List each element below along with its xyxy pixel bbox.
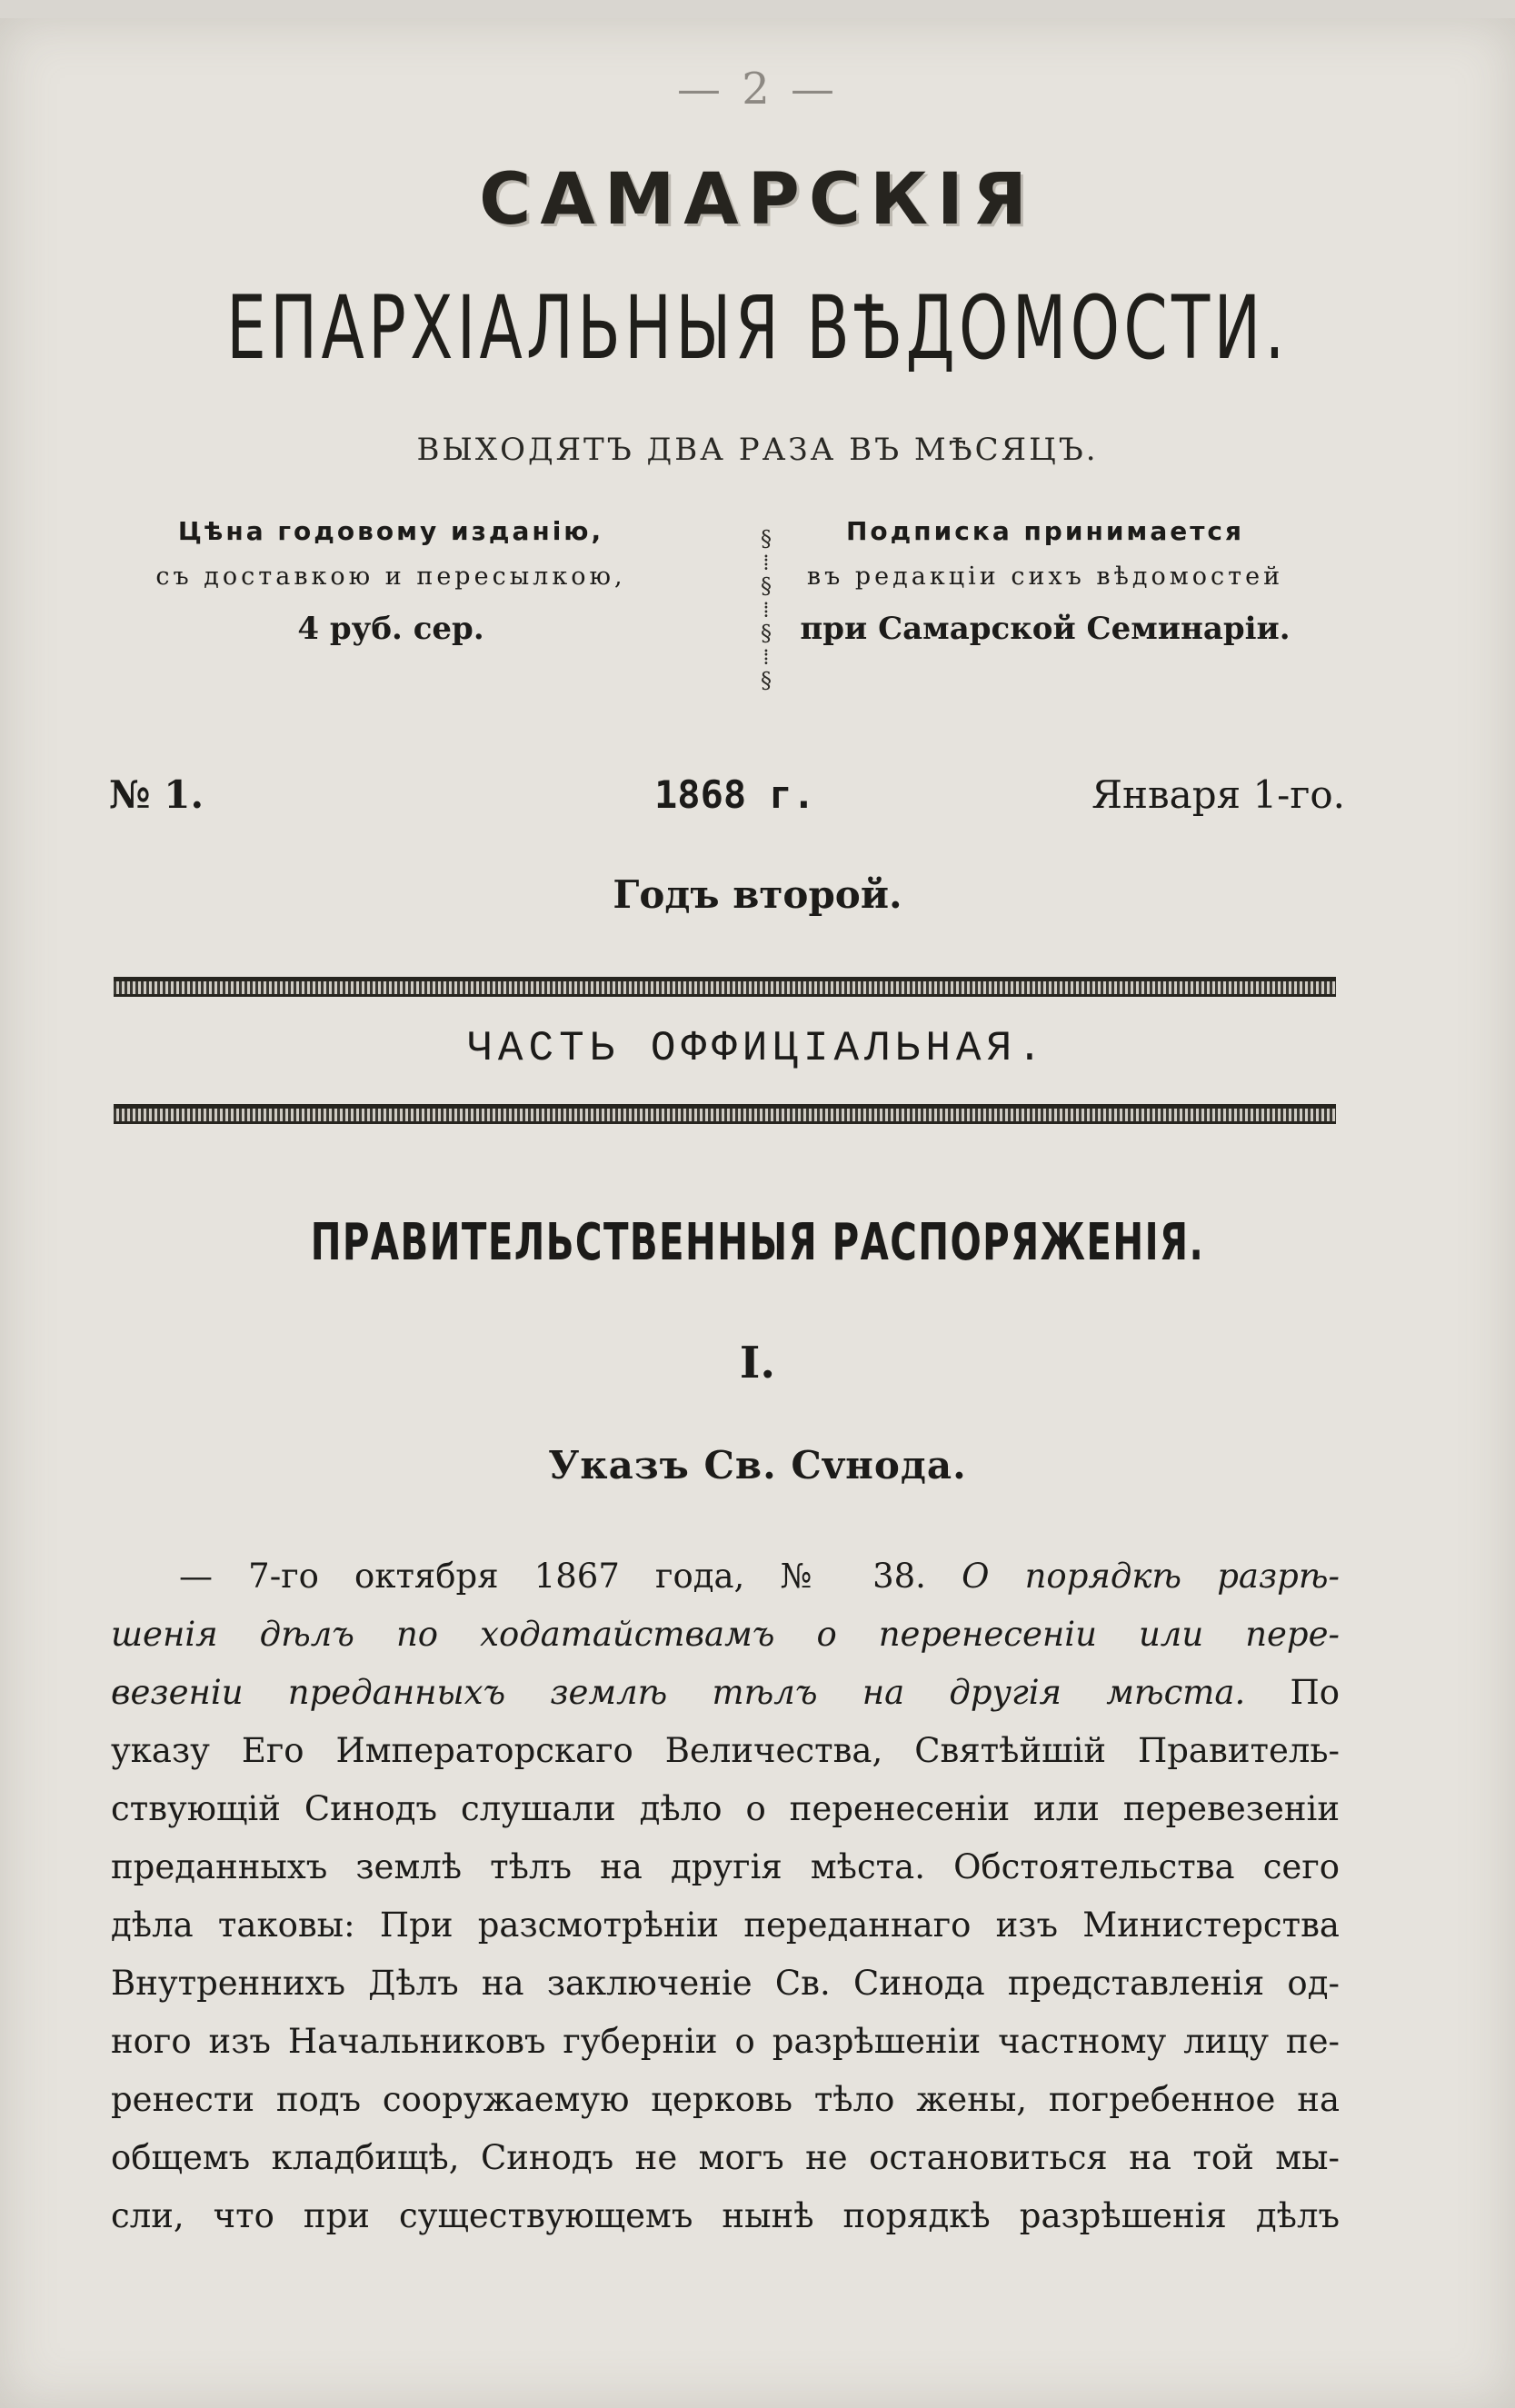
article-body bbox=[111, 1547, 1340, 2245]
masthead-title-line2: ЕПАРХІАЛЬНЫЯ ВѢДОМОСТИ. bbox=[226, 277, 1289, 379]
italic-span: везеніи преданныхъ землѣ тѣлъ на другія мѣста. bbox=[111, 1673, 1246, 1712]
masthead-title-line1: САМАРСКІЯ bbox=[479, 159, 1036, 241]
italic-span: О порядкѣ разрѣ- bbox=[962, 1557, 1341, 1596]
issue-date: Января 1-го. bbox=[1091, 772, 1345, 817]
price-block bbox=[100, 516, 682, 647]
issue-year: 1868 г. bbox=[654, 772, 816, 817]
subscription-heading: Подписка принимается bbox=[845, 516, 1245, 546]
subscription-where: въ редакціи сихъ вѣдомостей bbox=[806, 562, 1284, 591]
price-delivery: съ доставкою и пересылкою, bbox=[155, 562, 626, 591]
text-line bbox=[111, 1547, 1340, 1606]
decree-title: Указъ Св. Сvнода. bbox=[548, 1443, 967, 1488]
top-rule bbox=[114, 977, 1336, 997]
subscription-place: при Самарской Семинаріи. bbox=[800, 611, 1291, 647]
price-heading: Цѣна годовому изданію, bbox=[177, 516, 604, 546]
issue-volume: Годъ второй. bbox=[613, 872, 902, 917]
text-line bbox=[111, 1606, 1340, 1664]
text-line: ного изъ Начальниковъ губерніи о разрѣшеніи частному лицу пе- bbox=[111, 2022, 1340, 2061]
page-number: — 2 — bbox=[676, 64, 839, 114]
issue-info-row bbox=[109, 772, 1345, 827]
text-line: преданныхъ землѣ тѣлъ на другія мѣста. Обстоятельства сего bbox=[111, 1847, 1340, 1886]
text-line: дѣла таковы: При разсмотрѣніи переданнаго изъ Министерства bbox=[111, 1906, 1340, 1945]
chapter-title: ПРАВИТЕЛЬСТВЕННЫЯ РАСПОРЯЖЕНІЯ. bbox=[310, 1213, 1205, 1272]
text-span: По bbox=[1245, 1673, 1340, 1712]
price-amount: 4 руб. сер. bbox=[297, 611, 484, 647]
section-numeral: I. bbox=[739, 1338, 776, 1388]
section-title: ЧАСТЬ ОФФИЦІАЛЬНАЯ. bbox=[467, 1025, 1048, 1072]
text-line: ствующій Синодъ слушали дѣло о перенесеніи или перевезеніи bbox=[111, 1789, 1340, 1828]
text-line: общемъ кладбищѣ, Синодъ не могъ не остановиться на той мы- bbox=[111, 2138, 1340, 2177]
text-span: — 7-го октября 1867 года, № 38. bbox=[179, 1557, 962, 1596]
text-line bbox=[111, 1664, 1340, 1722]
text-line: сли, что при существующемъ нынѣ порядкѣ разрѣшенія дѣлъ bbox=[111, 2196, 1340, 2235]
masthead-frequency: ВЫХОДЯТЪ ДВА РАЗА ВЪ МѢСЯЦЪ. bbox=[416, 432, 1099, 468]
subscription-block bbox=[754, 516, 1336, 647]
text-line: указу Его Императорскаго Величества, Святѣйшій Правитель- bbox=[111, 1731, 1340, 1770]
text-line: ренести подъ сооружаемую церковь тѣло жены, погребенное на bbox=[111, 2080, 1340, 2119]
text-line: Внутреннихъ Дѣлъ на заключеніе Св. Синода представленія од- bbox=[111, 1964, 1340, 2003]
italic-span: шенія дѣлъ по ходатайствамъ о перенесеніи или пере- bbox=[111, 1615, 1340, 1654]
bottom-rule bbox=[114, 1104, 1336, 1124]
newspaper-page bbox=[0, 18, 1515, 2408]
ornamental-divider: § ⁞ § ⁞ § ⁞ § bbox=[761, 526, 772, 693]
issue-number: № 1. bbox=[109, 772, 204, 817]
